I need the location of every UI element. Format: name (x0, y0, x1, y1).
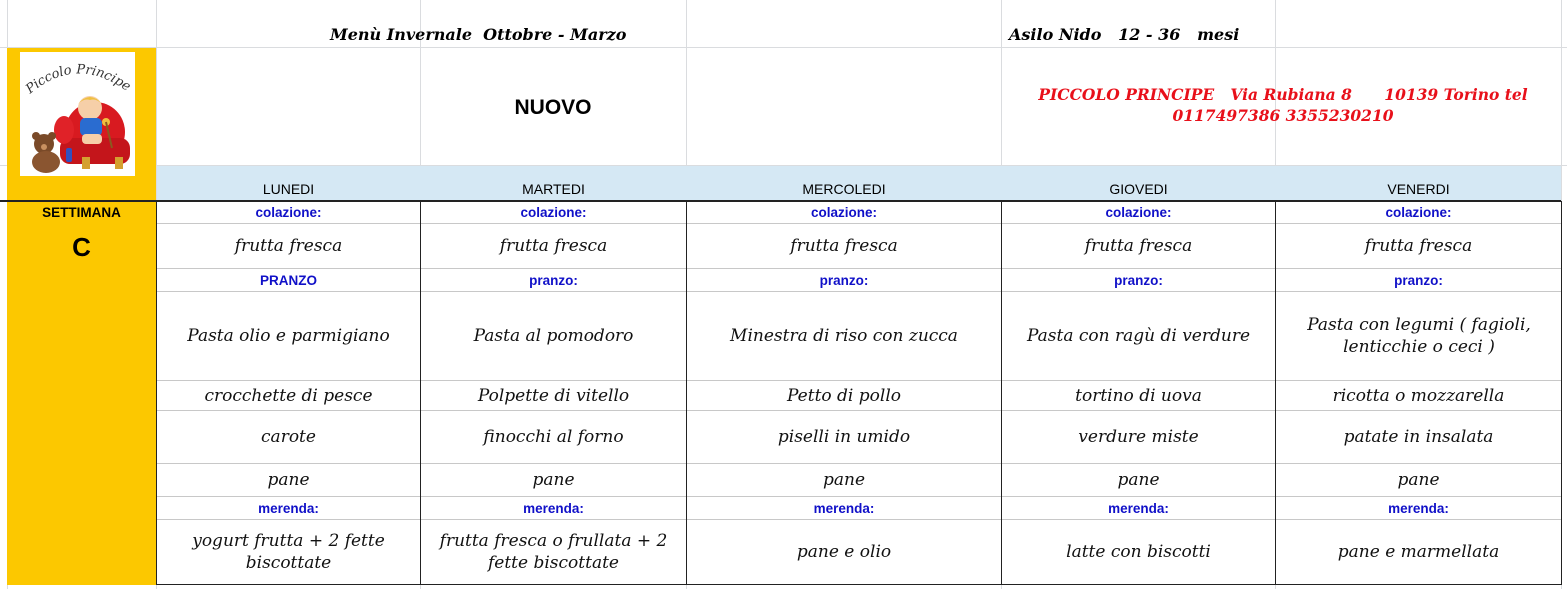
secondo-item: Polpette di vitello (477, 385, 630, 406)
colazione-item: frutta fresca (1084, 236, 1193, 256)
merenda-label: merenda: (258, 501, 319, 516)
address-line-2: 0117497386 3355230210 (1172, 106, 1394, 125)
secondo-item: crocchette di pesce (204, 385, 373, 406)
contorno-item: piselli in umido (777, 427, 911, 447)
logo (20, 52, 135, 176)
contorno-item: verdure miste (1078, 427, 1199, 447)
nuovo-label: NUOVO (514, 96, 592, 119)
pane-item: pane (822, 470, 866, 490)
pranzo-label: pranzo: (529, 273, 578, 288)
address (1003, 84, 1563, 126)
secondo-item: ricotta o mozzarella (1332, 385, 1505, 406)
contorno-item: finocchi al forno (483, 427, 624, 447)
merenda-label: merenda: (1388, 501, 1449, 516)
logo-text: Piccolo Principe (23, 62, 134, 97)
colazione-label: colazione: (520, 205, 587, 220)
secondo-item: tortino di uova (1075, 385, 1202, 406)
primo-item: Pasta con ragù di verdure (1026, 326, 1251, 346)
colazione-item: frutta fresca (499, 236, 608, 256)
age-title: Asilo Nido 12 - 36 mesi (1009, 25, 1240, 44)
day-lunedi: LUNEDI (262, 181, 315, 197)
merenda-label: merenda: (1108, 501, 1169, 516)
pranzo-label: pranzo: (1114, 273, 1163, 288)
menu-title: Menù Invernale Ottobre - Marzo (330, 25, 627, 44)
primo-item: Pasta al pomodoro (473, 326, 634, 346)
pranzo-label: PRANZO (260, 273, 317, 288)
colazione-label: colazione: (1385, 205, 1452, 220)
svg-text:Piccolo Principe (22, 62, 133, 97)
pane-item: pane (267, 470, 310, 490)
secondo-item: Petto di pollo (787, 385, 901, 406)
day-giovedi: GIOVEDI (1109, 181, 1168, 197)
colazione-label: colazione: (1105, 205, 1172, 220)
merenda-label: merenda: (813, 501, 875, 516)
logo-image (20, 52, 135, 176)
primo-item: Pasta olio e parmigiano (187, 326, 390, 346)
colazione-item: frutta fresca (790, 236, 898, 256)
pane-item: pane (1397, 470, 1440, 490)
pane-item: pane (1117, 470, 1160, 490)
colazione-item: frutta fresca (1364, 236, 1473, 256)
pane-item: pane (532, 470, 575, 490)
primo-item: Minestra di riso con zucca (730, 326, 958, 346)
merenda-item: pane e olio (796, 542, 892, 562)
primo-item: Pasta con legumi ( fagioli, lenticchie o ceci ) (1307, 315, 1531, 357)
day-mercoledi: MERCOLEDI (802, 181, 886, 197)
week-value: C (72, 232, 91, 262)
day-martedi: MARTEDI (522, 181, 585, 197)
merenda-item: yogurt frutta + 2 fette biscottate (192, 531, 385, 573)
contorno-item: patate in insalata (1343, 427, 1494, 447)
colazione-label: colazione: (255, 205, 322, 220)
week-label: SETTIMANA (42, 205, 121, 220)
day-venerdi: VENERDI (1387, 181, 1450, 197)
merenda-item: pane e marmellata (1337, 542, 1500, 562)
contorno-item: carote (261, 427, 316, 447)
merenda-label: merenda: (523, 501, 584, 516)
merenda-item: frutta fresca o frullata + 2 fette biscottate (439, 531, 668, 573)
pranzo-label: pranzo: (1394, 273, 1443, 288)
colazione-label: colazione: (810, 205, 877, 220)
pranzo-label: pranzo: (819, 273, 869, 288)
colazione-item: frutta fresca (234, 236, 343, 256)
merenda-item: latte con biscotti (1066, 542, 1211, 562)
address-line-1: PICCOLO PRINCIPE Via Rubiana 8 10139 Torino tel (1038, 85, 1528, 104)
